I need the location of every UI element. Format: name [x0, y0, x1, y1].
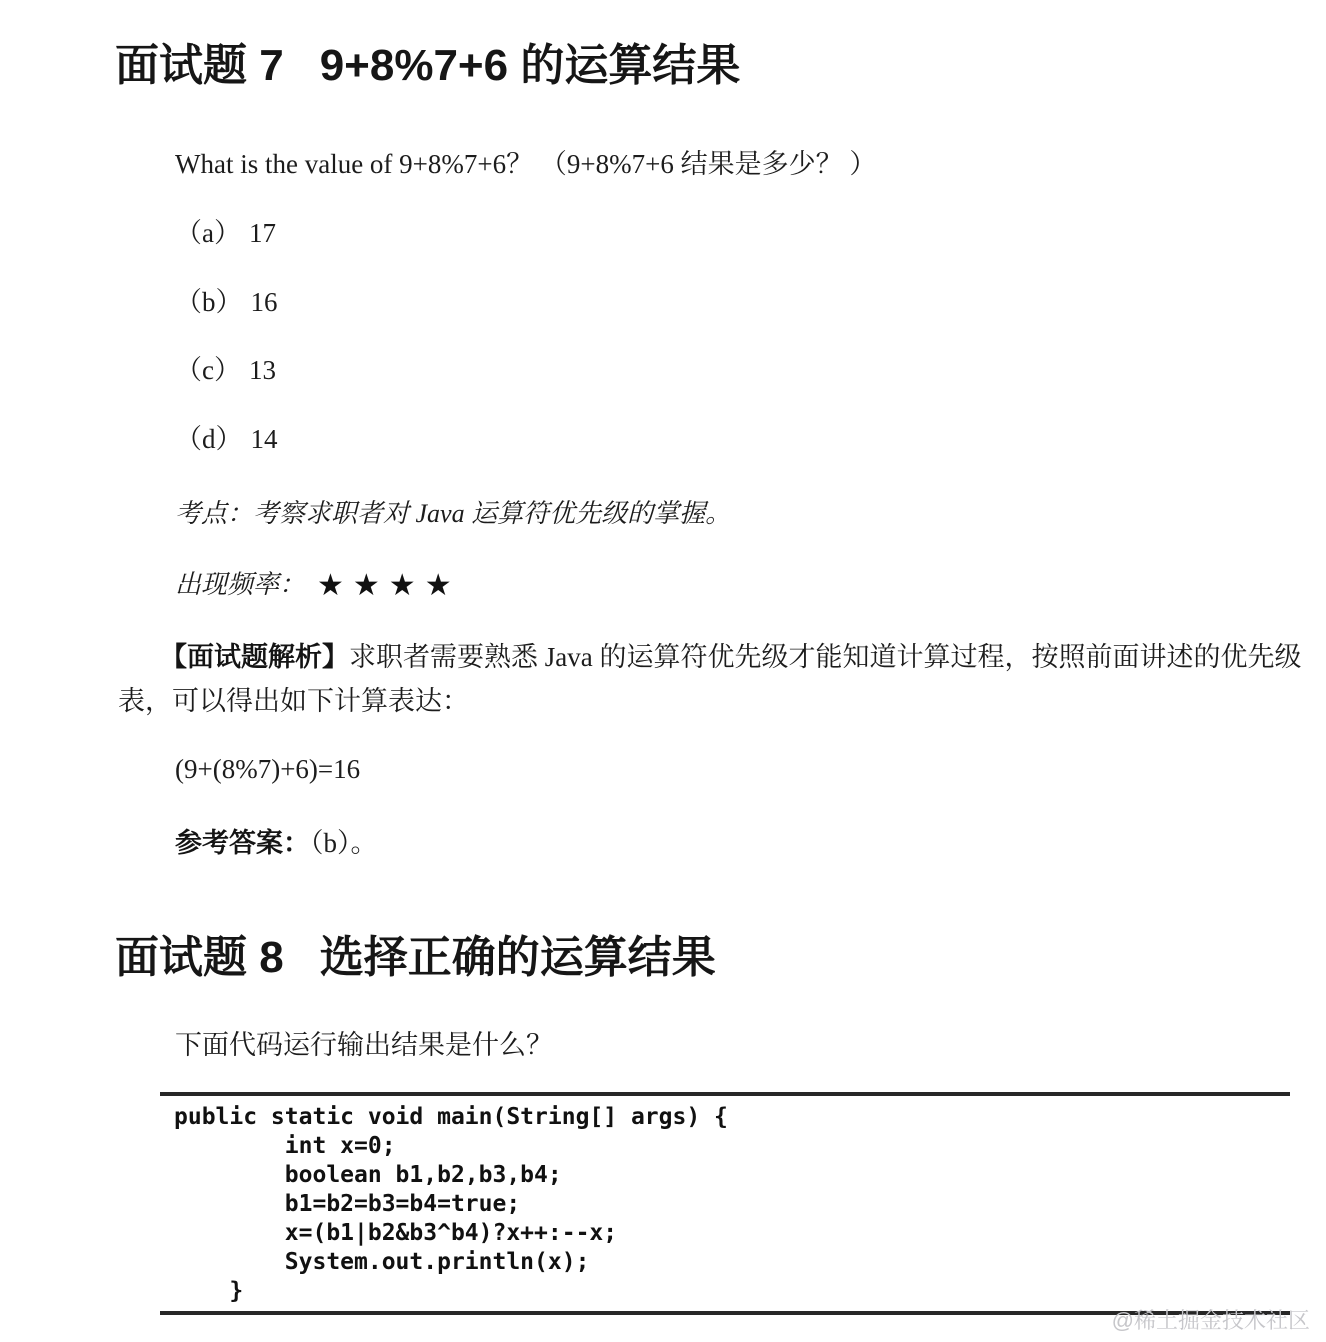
- reference-answer-line: [175, 821, 1326, 860]
- frequency-label: 出现频率：: [175, 570, 306, 600]
- option-label: （c）: [175, 355, 241, 386]
- watermark: @稀土掘金技术社区: [1111, 1308, 1310, 1333]
- frequency-line: [175, 564, 1326, 603]
- option-label: （b）: [175, 286, 243, 317]
- option-value: 16: [250, 286, 278, 317]
- analysis-text: 求职者需要熟悉 Java 的运算符优先级才能知道计算过程，按照前面讲述的优先级表，可以得出如下计算表达：: [118, 642, 1302, 717]
- option-row: [175, 355, 1326, 387]
- question7-title: 9+8%7+6 的运算结果: [319, 41, 741, 90]
- option-row: [175, 218, 1326, 250]
- calculation-formula: (9+(8%7)+6)=16: [175, 753, 361, 784]
- star-rating-icon: ★★★★: [317, 568, 461, 604]
- analysis-paragraph: [118, 635, 1302, 724]
- option-label: （d）: [175, 424, 243, 455]
- code-block: [160, 1092, 1290, 1315]
- exam-point-line: [175, 493, 1326, 530]
- code-line: b1=b2=b3=b4=true;: [174, 1191, 521, 1218]
- code-line: public static void main(String[] args) {: [174, 1104, 728, 1131]
- code-line: }: [174, 1278, 244, 1305]
- code-line: System.out.println(x);: [174, 1249, 590, 1276]
- option-row: [175, 424, 1326, 456]
- exam-point-label: 考点：: [175, 499, 254, 529]
- question8-title: 选择正确的运算结果: [319, 932, 716, 982]
- question8-heading: [115, 932, 1326, 985]
- question7-options: [0, 218, 1326, 456]
- code-line: boolean b1,b2,b3,b4;: [174, 1162, 562, 1189]
- option-label: （a）: [175, 217, 241, 248]
- option-row: [175, 287, 1326, 319]
- exam-point-text: 考察求职者对 Java 运算符优先级的掌握。: [253, 499, 732, 529]
- code-line: int x=0;: [174, 1133, 396, 1160]
- option-value: 13: [248, 355, 276, 386]
- question7-number: 面试题 7: [115, 41, 284, 90]
- question8-number: 面试题 8: [115, 932, 284, 982]
- question7-heading: [115, 0, 1326, 93]
- question8-text: 下面代码运行输出结果是什么？: [175, 1030, 553, 1061]
- option-value: 14: [250, 424, 278, 455]
- option-value: 17: [248, 217, 276, 248]
- reference-answer-label: 参考答案：: [175, 827, 310, 858]
- analysis-label: 【面试题解析】: [160, 642, 349, 673]
- reference-answer-value: （b）。: [310, 827, 378, 858]
- code-line: x=(b1|b2&b3^b4)?x++:--x;: [174, 1220, 618, 1247]
- question7-text: What is the value of 9+8%7+6？ （9+8%7+6 结果是多少？ ）: [175, 148, 877, 179]
